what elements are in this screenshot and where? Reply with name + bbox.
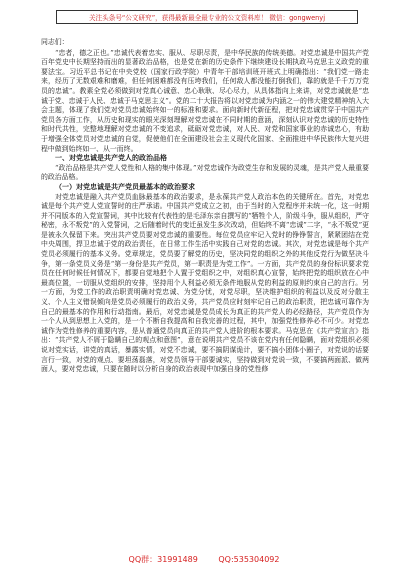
- section-heading: 一、对党忠诚是共产党人的政治品格: [55, 154, 167, 163]
- footer-qq-group: QQ群：31991489: [128, 555, 198, 564]
- intro-paragraph: “忠者，德之正也。”忠诚代表着忠实、服从、尽职尽责，是中华民族的传统美德。对党忠诚是中国共产党百年党史中长期坚持而出的显著政治品格，也是党在新的历史条件下继续建设长期执政马克思主义政党的重要法宝。习近平总书记在中央党校（国家行政学院）中青年干部培训班开班式上明确指出：“我们党一路走来，经历了无数艰难和磨难，但任何困难都没有压垮我们，任何敌人都没能打倒我们，靠的就是千千万万党员的忠诚”。教素全党必须做到对党真心诚意、忠心耿耿、尽心尽力，从具体指向上来讲，对党忠诚就是“忠诚于党、忠诚于人民、忠诚于马克思主义”。党的二十大报告将以对党忠诚为内涵之一的伟大建党精神纳入大会主题，体现了我们党对党员忠诚始终如一的标准和要求。面向新时代新征程，把对党忠诚贯穿于中国共产党员各方面工作，从历史和现实的眼光深刻理解对党忠诚在不同时期的意涵，深刻认识对党忠诚的历史特性和时代共性，完整地理解对党忠诚的不变追求，砥砺对党忠诚，对人民、对党和国家事业的赤诚忠心，有助于增强全体党员对党忠诚的自觉，促使他们在全面建设社会主义现代化国家、全面推进中华民族伟大复兴进程中做到始终如一、从一而终。: [41, 48, 369, 153]
- greeting: 同志们：: [41, 38, 69, 46]
- footer: [0, 554, 408, 565]
- subsection-paragraph: 对党忠诚是融入共产党员血脉最基本的政治要求，是永葆共产党人政治本色的关键所在。首先，对党忠诚是每个共产党人党宣誓时的庄严承诺。中国共产党成立之初，由于当时的入党程序并未统一化，这一时期并不同版本的入党宣誓词，其中比较有代表性的是毛泽东亲自撰写的“牺牲个人，阶级斗争，服从组织，严守秘密，永不叛党”的入党誓词，之后随着时代的变迁虽发生多次改动，但始终不离“忠诚”二字，“永不叛党”更是被永久保留下来。突出共产党员要对党忠诚的重要性。每位党员应牢记入党时的铮铮誓言，紧紧团结在党中央周围，捍卫忠诚于党的政治责任，在日常工作生活中实践自己对党的忠诚。其次，对党忠诚是每个共产党员必须履行的基本义务。党章规定，党员要了解党的历史，坚决同党的组织之外的其他反党行为做坚决斗争，第一条党员义务是“第一身份是共产党员，第一职责是为党工作”。一方面，共产党员的身份标识要求党员在任何时候任何情况下，都要自觉地把个人置于党组织之中，对组织真心宣誓，始终把党的组织放在心中最高位置，一切服从党组织的安排，坚持用个人利益必须无条件地服从党的利益的原则约束自己的言行。另一方面，为党工作的政治职责明确对党忠诚、为党分忧，对党尽职，坚决维护组织的利益以及反对分散主义、个人主义错误倾向是党员必须履行的政治义务，共产党员应时刻牢记自己的政治职责，把忠诚可靠作为自己的最基本的作用和行动指南。最后，对党忠诚是党员成长为真正的共产党人的必经路径，共产党员作为一个人从到思想上入党的，是一个不断自我提高和自我完善的过程，其中，加强党性修养必不可少。对党忠诚作为党性修养的重要内容，是从普通党员向真正的共产党人进阶的根本要求。马克思在《共产党宣言》指出：“共产党人不屑于隐瞒自己的观点和意图”，意在说明共产党员不该在党内有任何隐瞒，面对党组织必须说对党实话，讲党的真话，暴露实情，对党不忠诚，要不搞阴谋诡计，要不搞小团体小圈子，对党说的话要言行一致，对党的观点、要坦荡磊落，对党员领导干部要诚实，坚持做到对党说一致，不要搞两面派、做两面人，要对党忠诚，只要在随时以分析自身的政治表现中加强自身的党性修: [41, 192, 369, 374]
- footer-qq-contact: QQ:535304092: [218, 555, 280, 564]
- subsection-heading: （一）对党忠诚是共产党员最基本的政治要求: [55, 182, 195, 191]
- section-intro-paragraph: “政治品格是共产党人党性和人格的集中体现。”对党忠诚作为政党生存和发展的灵魂，是共产党人最重要的政治品格。: [41, 163, 369, 182]
- document-body: [41, 38, 369, 375]
- top-banner: [56, 10, 358, 24]
- banner-text: 关注头条号“公文研究”，获得最新最全最专业的公文资料库！ 微信：gongwenyj: [88, 14, 326, 22]
